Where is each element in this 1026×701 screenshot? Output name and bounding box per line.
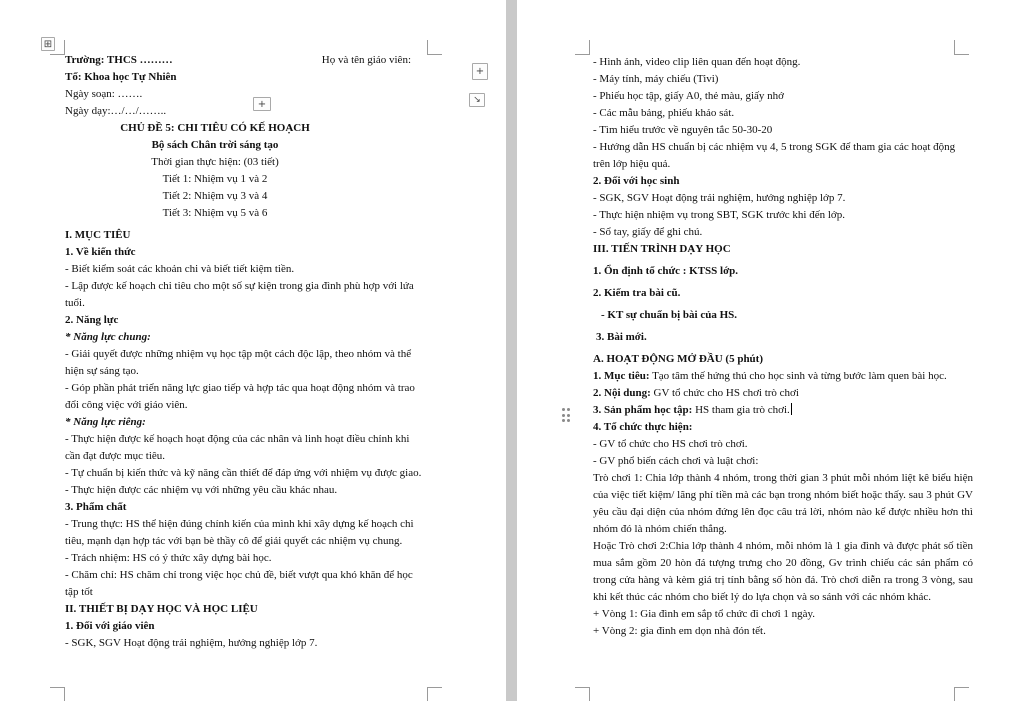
- process-step: 3. Bài mới.: [596, 331, 647, 343]
- paragraph: - Máy tính, máy chiếu (Tivi): [593, 73, 719, 85]
- paragraph: - Biết kiểm soát các khoản chi và biết tiết kiệm tiền.: [65, 263, 295, 275]
- crop-mark: [50, 687, 65, 701]
- paragraph: - Tìm hiểu trước về nguyên tắc 50-30-20: [593, 124, 773, 136]
- prep-date: Ngày soạn: …….: [65, 88, 143, 100]
- activity-content: 2. Nội dung: GV tổ chức cho HS chơi trò chơi: [593, 387, 799, 399]
- activity-product: 3. Sản phẩm học tập: HS tham gia trò chơi.: [593, 404, 790, 416]
- right-page-content: [593, 54, 973, 640]
- process-step: 2. Kiểm tra bài cũ.: [593, 287, 681, 299]
- paragraph: - Hướng dẫn HS chuẩn bị các nhiệm vụ 4, 5 trong SGK để tham gia các hoạt động trên lớp hiệu quả.: [593, 141, 956, 170]
- period-item: Tiết 3: Nhiệm vụ 5 và 6: [162, 207, 268, 219]
- period-item: Tiết 2: Nhiệm vụ 3 và 4: [162, 190, 268, 202]
- activity-heading: A. HOẠT ĐỘNG MỞ ĐẦU (5 phút): [593, 353, 764, 365]
- document-page-right: [517, 0, 1026, 701]
- add-page-icon[interactable]: +: [472, 63, 488, 80]
- paragraph: - Tự chuẩn bị kiến thức và kỹ năng cần thiết để đáp ứng với nhiệm vụ được giao.: [65, 467, 422, 479]
- activity-goal: 1. Mục tiêu: Tạo tâm thế hứng thú cho học sinh và từng bước làm quen bài học.: [593, 370, 947, 382]
- game-round: + Vòng 2: gia đình em dọn nhà đón tết.: [593, 625, 766, 637]
- paragraph: - GV tổ chức cho HS chơi trò chơi.: [593, 438, 748, 450]
- crop-mark: [427, 687, 442, 701]
- game-round: + Vòng 1: Gia đình em sắp tổ chức đi chơi 1 ngày.: [593, 608, 816, 620]
- add-row-icon[interactable]: +: [253, 97, 271, 111]
- subheading-italic: * Năng lực riêng:: [65, 416, 146, 428]
- book-series: Bộ sách Chân trời sáng tạo: [151, 139, 279, 151]
- section-heading: II. THIẾT BỊ DẠY HỌC VÀ HỌC LIỆU: [65, 603, 258, 615]
- subsection-heading: 1. Về kiến thức: [65, 246, 136, 258]
- drag-handle-icon[interactable]: [562, 408, 570, 422]
- teacher-name-label: Họ và tên giáo viên:: [321, 54, 411, 66]
- crop-mark: [954, 687, 969, 701]
- crop-mark: [575, 687, 590, 701]
- duration: Thời gian thực hiện: (03 tiết): [151, 156, 279, 168]
- game-description: Hoặc Trò chơi 2:Chia lớp thành 4 nhóm, mỗi nhóm là 1 gia đình và được phát số tiền mua sắm gồm 20 hòn đá tượng trưng cho 20 đồng, Gv trình chiếu các sản phẩm có trong cửa hàng và kèm giá trị tính bằng số hòn đá. Trò chơi diễn ra trong 3 vòng, sau khi kết thúc các nhóm cho biết lý do lựa chọn và so sánh với các nhóm khác.: [593, 540, 973, 603]
- paragraph: - GV phổ biến cách chơi và luật chơi:: [593, 455, 759, 467]
- subsection-heading: 2. Đối với học sinh: [593, 175, 680, 187]
- period-item: Tiết 1: Nhiệm vụ 1 và 2: [162, 173, 268, 185]
- topic-title: CHỦ ĐỀ 5: CHI TIÊU CÓ KẾ HOẠCH: [120, 122, 310, 134]
- page-gutter: [506, 0, 517, 701]
- subsection-heading: 3. Phẩm chất: [65, 501, 127, 513]
- process-step-detail: - KT sự chuẩn bị bài của HS.: [601, 309, 737, 321]
- text-cursor: [791, 403, 792, 415]
- process-step: 1. Ổn định tổ chức : KTSS lớp.: [593, 265, 739, 277]
- crop-mark: [954, 40, 969, 55]
- section-heading: III. TIẾN TRÌNH DẠY HỌC: [593, 243, 731, 255]
- activity-organization-heading: 4. Tổ chức thực hiện:: [593, 421, 693, 433]
- document-page-left: [0, 0, 506, 701]
- paragraph: - Phiếu học tập, giấy A0, thẻ màu, giấy nhớ: [593, 90, 784, 102]
- table-move-handle-icon[interactable]: ⊞: [41, 37, 55, 51]
- paragraph: - Thực hiện được kế hoạch hoạt động của các nhân và linh hoạt điều chỉnh khi cần đạt được mục tiêu.: [65, 433, 410, 462]
- paragraph: - Lập được kế hoạch chi tiêu cho một số sự kiện trong gia đình phù hợp với lứa tuổi.: [65, 280, 414, 309]
- subsection-heading: 2. Năng lực: [65, 314, 119, 326]
- paragraph: - Thực hiện nhiệm vụ trong SBT, SGK trước khi đến lớp.: [593, 209, 845, 221]
- teach-date: Ngày dạy:…/…/……..: [65, 105, 167, 117]
- paragraph: - Các mẫu bảng, phiếu khảo sát.: [593, 107, 735, 119]
- paragraph: - Sổ tay, giấy để ghi chú.: [593, 226, 703, 238]
- subheading-italic: * Năng lực chung:: [65, 331, 151, 343]
- paragraph: - SGK, SGV Hoạt động trải nghiệm, hướng nghiệp lớp 7.: [65, 637, 318, 649]
- crop-mark: [427, 40, 442, 55]
- subsection-heading: 1. Đối với giáo viên: [65, 620, 155, 632]
- paragraph: - SGK, SGV Hoạt động trải nghiệm, hướng nghiệp lớp 7.: [593, 192, 846, 204]
- paragraph: - Trung thực: HS thể hiện đúng chính kiến của mình khi xây dựng kế hoạch chi tiêu, mạnh dạn hợp tác với bạn bè thầy cô để giải quyết các nhiệm vụ chung.: [65, 518, 414, 547]
- resize-icon[interactable]: ↘: [469, 93, 485, 107]
- paragraph: - Hình ảnh, video clip liên quan đến hoạt động.: [593, 56, 801, 68]
- paragraph: - Giải quyết được những nhiệm vụ học tập một cách độc lập, theo nhóm và thể hiện sự sáng tạo.: [65, 348, 412, 377]
- department-group: Tổ: Khoa học Tự Nhiên: [65, 71, 177, 83]
- paragraph: - Trách nhiệm: HS có ý thức xây dựng bài học.: [65, 552, 272, 564]
- school-name: Trường: THCS ………: [65, 54, 173, 66]
- paragraph: - Thực hiện được các nhiệm vụ với những yêu cầu khác nhau.: [65, 484, 338, 496]
- crop-mark: [575, 40, 590, 55]
- left-page-content: [65, 52, 427, 652]
- game-description: Trò chơi 1: Chia lớp thành 4 nhóm, trong thời gian 3 phút mỗi nhóm liệt kê biểu hiện của việc tiết kiệm/ lãng phí tiền mà các bạn trong nhóm biết hoặc thấy. sau 3 phút GV yêu cầu đại diện của nhóm đứng lên đọc câu trả lời, nhóm nào kể được nhiều hơn thì nhóm đó là nhóm chiến thắng.: [593, 472, 973, 535]
- paragraph: - Chăm chỉ: HS chăm chỉ trong việc học chủ đề, biết vượt qua khó khăn để học tập tốt: [65, 569, 413, 598]
- section-heading: I. MỤC TIÊU: [65, 229, 131, 241]
- paragraph: - Góp phần phát triển năng lực giao tiếp và hợp tác qua hoạt động nhóm và trao đổi công việc với giáo viên.: [65, 382, 415, 411]
